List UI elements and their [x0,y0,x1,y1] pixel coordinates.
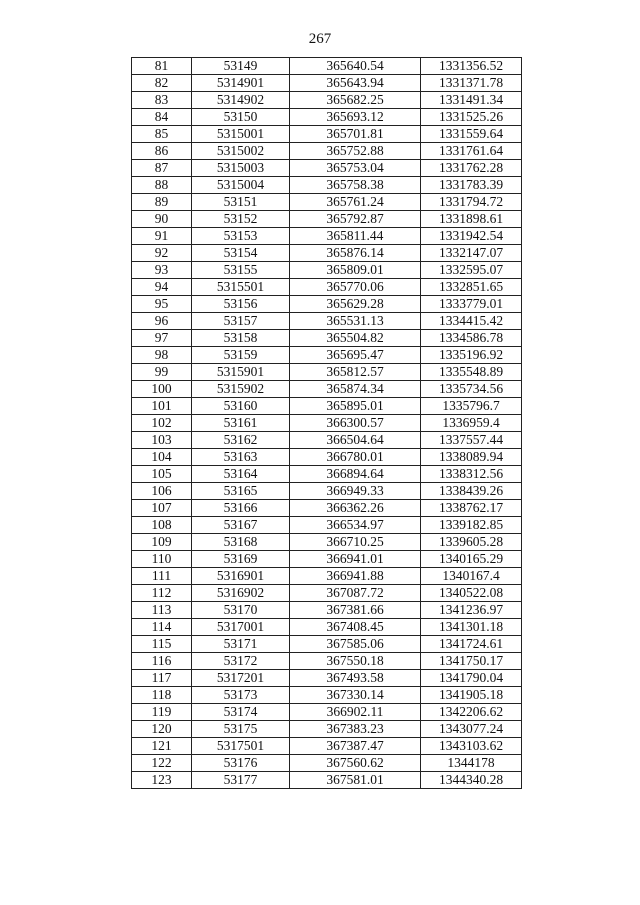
y-coordinate-cell: 1336959.4 [421,415,522,432]
row-index-cell: 116 [132,653,192,670]
y-coordinate-cell: 1341790.04 [421,670,522,687]
x-coordinate-cell: 366780.01 [290,449,421,466]
y-coordinate-cell: 1339182.85 [421,517,522,534]
point-id-cell: 53161 [192,415,290,432]
point-id-cell: 53171 [192,636,290,653]
table-row [132,466,522,483]
point-id-cell: 53151 [192,194,290,211]
row-index-cell: 96 [132,313,192,330]
x-coordinate-cell: 365629.28 [290,296,421,313]
point-id-cell: 53173 [192,687,290,704]
row-index-cell: 98 [132,347,192,364]
table-row [132,92,522,109]
table-row [132,58,522,75]
row-index-cell: 95 [132,296,192,313]
table-row [132,738,522,755]
x-coordinate-cell: 366710.25 [290,534,421,551]
y-coordinate-cell: 1343103.62 [421,738,522,755]
row-index-cell: 99 [132,364,192,381]
x-coordinate-cell: 365695.47 [290,347,421,364]
x-coordinate-cell: 366534.97 [290,517,421,534]
point-id-cell: 53169 [192,551,290,568]
point-id-cell: 53167 [192,517,290,534]
y-coordinate-cell: 1341724.61 [421,636,522,653]
table-row [132,279,522,296]
x-coordinate-cell: 367387.47 [290,738,421,755]
point-id-cell: 53175 [192,721,290,738]
table-row [132,347,522,364]
table-row [132,262,522,279]
x-coordinate-cell: 366504.64 [290,432,421,449]
row-index-cell: 93 [132,262,192,279]
point-id-cell: 5317001 [192,619,290,636]
row-index-cell: 85 [132,126,192,143]
row-index-cell: 83 [132,92,192,109]
point-id-cell: 53152 [192,211,290,228]
row-index-cell: 123 [132,772,192,789]
point-id-cell: 53162 [192,432,290,449]
row-index-cell: 108 [132,517,192,534]
y-coordinate-cell: 1331898.61 [421,211,522,228]
table-row [132,483,522,500]
y-coordinate-cell: 1335796.7 [421,398,522,415]
point-id-cell: 5315901 [192,364,290,381]
x-coordinate-cell: 367383.23 [290,721,421,738]
point-id-cell: 5314901 [192,75,290,92]
y-coordinate-cell: 1338439.26 [421,483,522,500]
y-coordinate-cell: 1338312.56 [421,466,522,483]
table-row [132,228,522,245]
point-id-cell: 53160 [192,398,290,415]
table-row [132,449,522,466]
point-id-cell: 53154 [192,245,290,262]
row-index-cell: 92 [132,245,192,262]
table-row [132,534,522,551]
table-row [132,687,522,704]
x-coordinate-cell: 365874.34 [290,381,421,398]
point-id-cell: 53174 [192,704,290,721]
table-row [132,670,522,687]
x-coordinate-cell: 366894.64 [290,466,421,483]
row-index-cell: 81 [132,58,192,75]
row-index-cell: 121 [132,738,192,755]
point-id-cell: 5315004 [192,177,290,194]
x-coordinate-cell: 366941.01 [290,551,421,568]
row-index-cell: 107 [132,500,192,517]
table-row [132,245,522,262]
y-coordinate-cell: 1331356.52 [421,58,522,75]
x-coordinate-cell: 367585.06 [290,636,421,653]
row-index-cell: 118 [132,687,192,704]
row-index-cell: 111 [132,568,192,585]
x-coordinate-cell: 367381.66 [290,602,421,619]
x-coordinate-cell: 365811.44 [290,228,421,245]
row-index-cell: 109 [132,534,192,551]
row-index-cell: 110 [132,551,192,568]
table-row [132,364,522,381]
y-coordinate-cell: 1340165.29 [421,551,522,568]
point-id-cell: 5317501 [192,738,290,755]
x-coordinate-cell: 365682.25 [290,92,421,109]
y-coordinate-cell: 1341236.97 [421,602,522,619]
x-coordinate-cell: 365809.01 [290,262,421,279]
x-coordinate-cell: 365876.14 [290,245,421,262]
table-row [132,109,522,126]
x-coordinate-cell: 366362.26 [290,500,421,517]
y-coordinate-cell: 1335196.92 [421,347,522,364]
row-index-cell: 90 [132,211,192,228]
table-row [132,602,522,619]
point-id-cell: 5314902 [192,92,290,109]
y-coordinate-cell: 1331559.64 [421,126,522,143]
x-coordinate-cell: 365643.94 [290,75,421,92]
x-coordinate-cell: 367550.18 [290,653,421,670]
y-coordinate-cell: 1340522.08 [421,585,522,602]
row-index-cell: 82 [132,75,192,92]
y-coordinate-cell: 1339605.28 [421,534,522,551]
row-index-cell: 115 [132,636,192,653]
x-coordinate-cell: 365504.82 [290,330,421,347]
x-coordinate-cell: 367408.45 [290,619,421,636]
point-id-cell: 5315002 [192,143,290,160]
point-id-cell: 5315501 [192,279,290,296]
y-coordinate-cell: 1331371.78 [421,75,522,92]
y-coordinate-cell: 1335548.89 [421,364,522,381]
table-row [132,755,522,772]
row-index-cell: 89 [132,194,192,211]
x-coordinate-cell: 365770.06 [290,279,421,296]
x-coordinate-cell: 365753.04 [290,160,421,177]
y-coordinate-cell: 1331761.64 [421,143,522,160]
x-coordinate-cell: 365531.13 [290,313,421,330]
point-id-cell: 53172 [192,653,290,670]
table-row [132,398,522,415]
point-id-cell: 53177 [192,772,290,789]
y-coordinate-cell: 1338089.94 [421,449,522,466]
x-coordinate-cell: 367560.62 [290,755,421,772]
row-index-cell: 103 [132,432,192,449]
y-coordinate-cell: 1335734.56 [421,381,522,398]
point-id-cell: 5316901 [192,568,290,585]
table-row [132,721,522,738]
table-row [132,653,522,670]
row-index-cell: 84 [132,109,192,126]
table-row [132,772,522,789]
y-coordinate-cell: 1331525.26 [421,109,522,126]
x-coordinate-cell: 366949.33 [290,483,421,500]
table-row [132,432,522,449]
point-id-cell: 53159 [192,347,290,364]
x-coordinate-cell: 365812.57 [290,364,421,381]
y-coordinate-cell: 1341750.17 [421,653,522,670]
point-id-cell: 53150 [192,109,290,126]
x-coordinate-cell: 365701.81 [290,126,421,143]
row-index-cell: 101 [132,398,192,415]
table-row [132,177,522,194]
y-coordinate-cell: 1332595.07 [421,262,522,279]
point-id-cell: 53156 [192,296,290,313]
y-coordinate-cell: 1338762.17 [421,500,522,517]
point-id-cell: 5316902 [192,585,290,602]
point-id-cell: 5315003 [192,160,290,177]
table-row [132,313,522,330]
row-index-cell: 117 [132,670,192,687]
x-coordinate-cell: 365693.12 [290,109,421,126]
table-row [132,517,522,534]
x-coordinate-cell: 365640.54 [290,58,421,75]
y-coordinate-cell: 1331783.39 [421,177,522,194]
row-index-cell: 100 [132,381,192,398]
y-coordinate-cell: 1331794.72 [421,194,522,211]
row-index-cell: 114 [132,619,192,636]
row-index-cell: 104 [132,449,192,466]
y-coordinate-cell: 1331942.54 [421,228,522,245]
row-index-cell: 113 [132,602,192,619]
row-index-cell: 86 [132,143,192,160]
point-id-cell: 53158 [192,330,290,347]
row-index-cell: 122 [132,755,192,772]
point-id-cell: 53163 [192,449,290,466]
table-row [132,500,522,517]
coordinates-table [131,57,522,789]
table-row [132,415,522,432]
y-coordinate-cell: 1342206.62 [421,704,522,721]
y-coordinate-cell: 1331491.34 [421,92,522,109]
y-coordinate-cell: 1334586.78 [421,330,522,347]
table-row [132,551,522,568]
y-coordinate-cell: 1337557.44 [421,432,522,449]
point-id-cell: 53165 [192,483,290,500]
x-coordinate-cell: 366300.57 [290,415,421,432]
point-id-cell: 53149 [192,58,290,75]
x-coordinate-cell: 365761.24 [290,194,421,211]
y-coordinate-cell: 1344340.28 [421,772,522,789]
y-coordinate-cell: 1343077.24 [421,721,522,738]
point-id-cell: 53157 [192,313,290,330]
row-index-cell: 119 [132,704,192,721]
y-coordinate-cell: 1341905.18 [421,687,522,704]
x-coordinate-cell: 367330.14 [290,687,421,704]
point-id-cell: 53155 [192,262,290,279]
row-index-cell: 91 [132,228,192,245]
row-index-cell: 120 [132,721,192,738]
table-row [132,330,522,347]
table-row [132,75,522,92]
point-id-cell: 53153 [192,228,290,245]
y-coordinate-cell: 1332147.07 [421,245,522,262]
table-row [132,194,522,211]
table-row [132,211,522,228]
table-row [132,585,522,602]
x-coordinate-cell: 366941.88 [290,568,421,585]
x-coordinate-cell: 365752.88 [290,143,421,160]
y-coordinate-cell: 1344178 [421,755,522,772]
point-id-cell: 5315902 [192,381,290,398]
point-id-cell: 53170 [192,602,290,619]
x-coordinate-cell: 367493.58 [290,670,421,687]
x-coordinate-cell: 366902.11 [290,704,421,721]
y-coordinate-cell: 1334415.42 [421,313,522,330]
point-id-cell: 53168 [192,534,290,551]
table-row [132,143,522,160]
row-index-cell: 105 [132,466,192,483]
x-coordinate-cell: 365758.38 [290,177,421,194]
point-id-cell: 5317201 [192,670,290,687]
y-coordinate-cell: 1340167.4 [421,568,522,585]
point-id-cell: 53166 [192,500,290,517]
x-coordinate-cell: 365895.01 [290,398,421,415]
row-index-cell: 87 [132,160,192,177]
table-row [132,160,522,177]
x-coordinate-cell: 367581.01 [290,772,421,789]
x-coordinate-cell: 365792.87 [290,211,421,228]
y-coordinate-cell: 1331762.28 [421,160,522,177]
page-number: 267 [308,31,332,47]
table-row [132,296,522,313]
row-index-cell: 112 [132,585,192,602]
row-index-cell: 97 [132,330,192,347]
y-coordinate-cell: 1333779.01 [421,296,522,313]
coordinates-table-body [132,58,522,789]
y-coordinate-cell: 1341301.18 [421,619,522,636]
point-id-cell: 53176 [192,755,290,772]
row-index-cell: 106 [132,483,192,500]
x-coordinate-cell: 367087.72 [290,585,421,602]
row-index-cell: 88 [132,177,192,194]
table-row [132,568,522,585]
table-row [132,704,522,721]
point-id-cell: 53164 [192,466,290,483]
y-coordinate-cell: 1332851.65 [421,279,522,296]
table-row [132,636,522,653]
table-row [132,619,522,636]
table-row [132,381,522,398]
table-row [132,126,522,143]
row-index-cell: 94 [132,279,192,296]
row-index-cell: 102 [132,415,192,432]
point-id-cell: 5315001 [192,126,290,143]
